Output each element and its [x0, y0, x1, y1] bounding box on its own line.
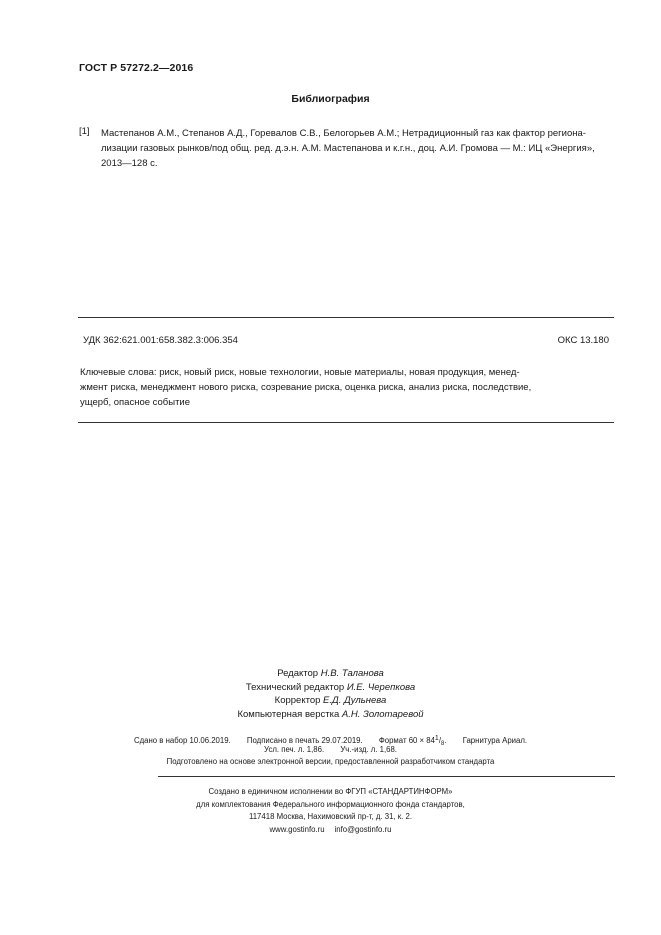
- bibliography-item-number: [1]: [79, 126, 90, 137]
- bibliography-title: Библиография: [291, 93, 370, 105]
- submitted-date: Сдано в набор 10.06.2019.: [133, 736, 231, 745]
- udk-code: УДК 362:621.001:658.382.3:006.354: [83, 335, 238, 346]
- bibliography-line: 2013—128 с.: [101, 158, 158, 169]
- footer-line: для комплектования Федерального информационного фонда стандартов,: [196, 799, 465, 809]
- divider-footer: [158, 776, 615, 777]
- website-link[interactable]: www.gostinfo.ru: [269, 824, 325, 834]
- keywords-line: жмент риска, менеджмент нового риска, созревание риска, оценка риска, анализ риска, последствие,: [80, 382, 532, 393]
- keywords-block: [80, 365, 610, 410]
- print-sheets: Усл. печ. л. 1,86.: [264, 745, 325, 754]
- document-code: ГОСТ Р 57272.2—2016: [79, 62, 194, 74]
- credit-tech-editor: Технический редактор И.Е. Черепкова: [245, 681, 416, 693]
- divider-top: [78, 317, 614, 318]
- email-link[interactable]: info@gostinfo.ru: [334, 824, 392, 834]
- footer-contacts: [0, 824, 661, 837]
- edition-sheets: Уч.-изд. л. 1,68.: [340, 745, 397, 754]
- keywords-line: ущерб, опасное событие: [80, 397, 191, 408]
- credit-layout: Компьютерная верстка А.Н. Золотаревой: [237, 708, 424, 720]
- signed-date: Подписано в печать 29.07.2019.: [246, 736, 363, 745]
- keywords-line: Ключевые слова: риск, новый риск, новые технологии, новые материалы, новая продукция, менед-: [80, 367, 520, 378]
- credit-editor: Редактор Н.В. Таланова: [277, 668, 384, 679]
- footer-line: 117418 Москва, Нахимовский пр-т, д. 31, к. 2.: [248, 812, 413, 821]
- bibliography-line: Мастепанов А.М., Степанов А.Д., Горевалов С.В., Белогорьев А.М.; Нетрадиционный газ как фактор региона-: [101, 128, 586, 139]
- divider-bottom: [78, 422, 614, 423]
- prepared-note: Подготовлено на основе электронной версии, предоставленной разработчиком стандарта: [166, 757, 495, 766]
- paper-format: Формат $60 \times 841/_8$.: [378, 735, 447, 747]
- bibliography-item-text: [101, 126, 611, 171]
- footer-line: Создано в единичном исполнении во ФГУП «СТАНДАРТИНФОРМ»: [208, 787, 453, 796]
- credit-corrector: Корректор Е.Д. Дульнева: [274, 695, 387, 706]
- oks-code: ОКС 13.180: [557, 335, 609, 346]
- editorial-credits: [0, 667, 661, 721]
- typeface: Гарнитура Ариал.: [462, 736, 528, 745]
- publisher-footer: [0, 786, 661, 836]
- bibliography-line: лизации газовых рынков/под общ. ред. д.э.н. А.М. Мастепанова и к.г.н., доц. А.И. Громова — М.: ИЦ «Энергия»,: [101, 143, 595, 154]
